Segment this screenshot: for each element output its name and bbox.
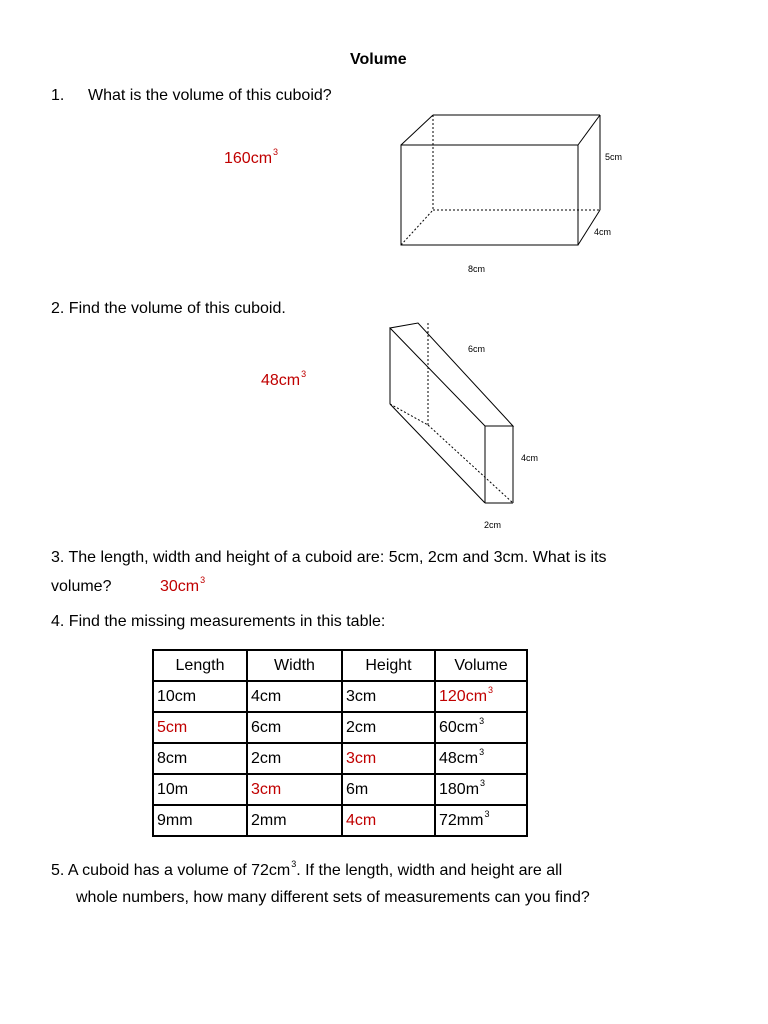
table-cell: 10m xyxy=(153,774,247,805)
header-length: Length xyxy=(153,650,247,681)
table-cell: 2mm xyxy=(247,805,342,836)
table-cell: $60cm^3$ xyxy=(435,712,527,743)
q1-height-label: 5cm xyxy=(605,152,623,162)
table-row xyxy=(153,774,527,805)
table-cell: $72mm^3$ xyxy=(435,805,527,836)
table-row xyxy=(153,712,527,743)
table-cell: 3cm xyxy=(342,743,435,774)
table-cell: $48cm^3$ xyxy=(435,743,527,774)
q1-answer: $160cm^3$ xyxy=(224,147,279,167)
q1-length-label: 8cm xyxy=(468,264,486,274)
header-height: Height xyxy=(342,650,435,681)
table-header-row xyxy=(153,650,527,681)
q4-text: 4. Find the missing measurements in this table: xyxy=(51,613,386,630)
q2-text: 2. Find the volume of this cuboid. xyxy=(51,300,286,317)
table-cell: $180m^3$ xyxy=(435,774,527,805)
q2-width-label: 6cm xyxy=(468,344,486,354)
header-width: Width xyxy=(247,650,342,681)
q2-depth-label: 2cm xyxy=(484,520,502,530)
q2-answer: $48cm^3$ xyxy=(261,369,307,389)
q1-number: 1. xyxy=(51,87,65,104)
measurements-table xyxy=(152,649,528,837)
table-cell: 4cm xyxy=(247,681,342,712)
q1-depth-label: 4cm xyxy=(594,227,612,237)
q3-line-1: 3. The length, width and height of a cuboid are: 5cm, 2cm and 3cm. What is its xyxy=(51,549,607,566)
header-volume: Volume xyxy=(435,650,527,681)
table-cell: 6cm xyxy=(247,712,342,743)
table-cell: 6m xyxy=(342,774,435,805)
table-cell: 10cm xyxy=(153,681,247,712)
table-cell: 2cm xyxy=(342,712,435,743)
q3-line-2: volume? xyxy=(51,578,112,595)
q2-height-label: 4cm xyxy=(521,453,539,463)
table-cell: 3cm xyxy=(342,681,435,712)
table-cell: $120cm^3$ xyxy=(435,681,527,712)
table-cell: 5cm xyxy=(153,712,247,743)
table-cell: 4cm xyxy=(342,805,435,836)
q3-answer: $30cm^3$ xyxy=(160,575,206,595)
q5-line-2: whole numbers, how many different sets of measurements can you find? xyxy=(76,889,590,906)
q1-text: What is the volume of this cuboid? xyxy=(88,87,332,104)
table-cell: 9mm xyxy=(153,805,247,836)
table-cell: 8cm xyxy=(153,743,247,774)
table-row xyxy=(153,743,527,774)
q5-line-1: 5. A cuboid has a volume of $72cm^3$. If the length, width and height are all xyxy=(51,859,563,879)
table-cell: 3cm xyxy=(247,774,342,805)
table-row xyxy=(153,681,527,712)
table-cell: 2cm xyxy=(247,743,342,774)
table-row xyxy=(153,805,527,836)
page-title: Volume xyxy=(350,51,407,68)
